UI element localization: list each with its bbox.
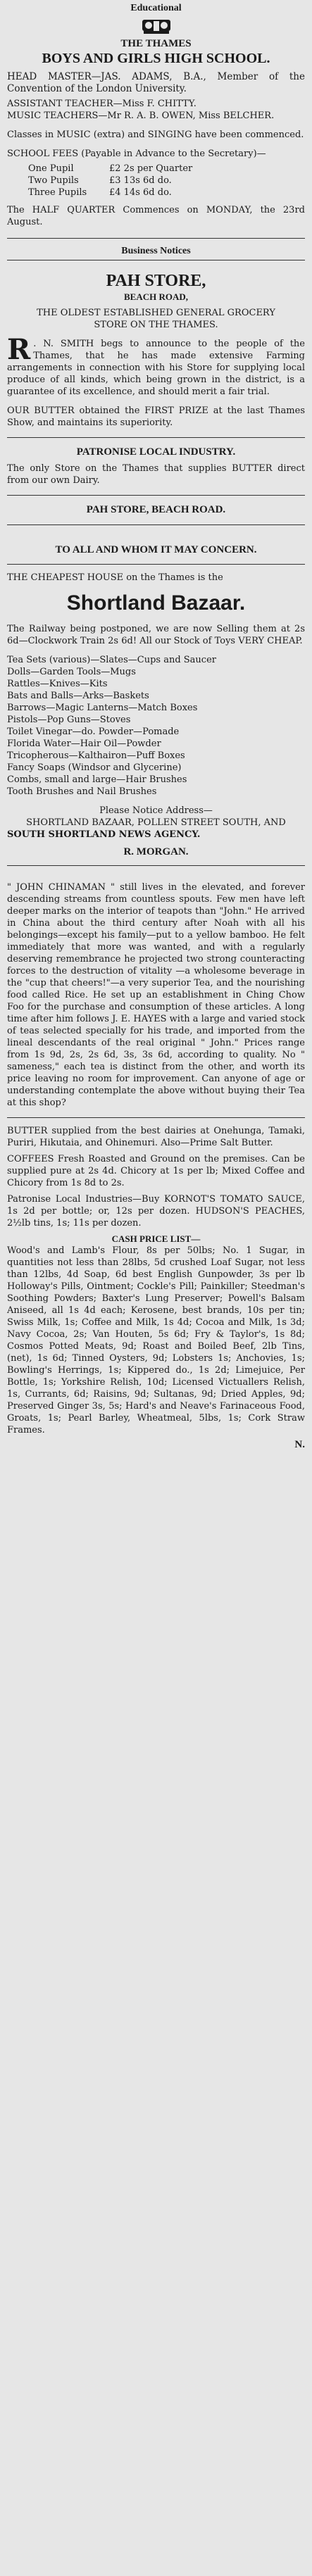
bazaar-title: Shortland Bazaar.: [66, 591, 246, 615]
divider: [7, 865, 305, 866]
pah-store-footer: PAH STORE, BEACH ROAD.: [86, 504, 226, 515]
price-list-body: Wood's and Lamb's Flour, 8s per 50lbs; No. 1 Sugar, in quantities not less than 28lbs, 5d crushed Loaf Sugar, not less than 12lbs, 4d Soap, 6d best English Gunpowder, 3s per lb Holloway's Pills, Ointment; Cockle's Pill; Painkiller; Steedman's Soothing Powders; Baxter's Lung Preserver; Powell's Balsam Aniseed, all 1s 4d each; Kerosene, best brands, 10s per tin; Swiss Milk, 1s; Coffee and Milk, 1s 4d; Cocoa and Milk, 1s 3d; Navy Cocoa, 2s; Van Houten, 5s 6d; Fry & Taylor's, 1s 8d; Cosmos Potted Meats, 9d; Roast and Boiled Beef, 2lb Tins, (net), 1s 6d; Tinned Oysters, 9d; Lobsters 1s; Anchovies, 1s; Bowling's Herrings, 1s; Kippered do., 1s 2d; Limejuice, Per Bottle, 1s; Yorkshire Relish, 10d; Licensed Victuallers Relish, 1s, Currants, 6d; Raisins, 9d; Sultanas, 9d; Dried Apples, 9d; Preserved Ginger 3s, 5s; Hard's and Neave's Farinaceous Food, Groats, 1s; Pearl Barley, Wheatmeal, 5lbs, 1s; Cork Straw Frames.: [7, 1245, 305, 1435]
butter-prize: OUR BUTTER obtained the FIRST PRIZE at the last Thames Show, and maintains its superiority.: [7, 406, 305, 428]
fee-row: Two Pupils £3 13s 6d do.: [28, 175, 172, 186]
fee-row: Three Pupils £4 14s 6d do.: [28, 187, 172, 198]
to-all-heading: TO ALL AND WHOM IT MAY CONCERN.: [55, 544, 257, 555]
pah-store-title: PAH STORE,: [106, 272, 206, 290]
address-line2: SOUTH SHORTLAND NEWS AGENCY.: [7, 829, 201, 840]
fees-table: [7, 163, 305, 199]
divider: [7, 564, 305, 565]
list-item: Combs, small and large—Hair Brushes: [7, 774, 187, 785]
railway-paragraph: The Railway being postponed, we are now Selling them at 2s 6d—Clockwork Train 2s 6d! All our Stock of Toys VERY CHEAP.: [7, 624, 305, 646]
assistant-teacher: ASSISTANT TEACHER—Miss F. CHITTY.: [7, 99, 196, 109]
list-item: Toilet Vinegar—do. Powder—Pomade: [7, 727, 180, 737]
crest-emblem: [140, 17, 173, 35]
list-item: Bats and Balls—Arks—Baskets: [7, 691, 149, 701]
divider: [7, 495, 305, 496]
coffees-paragraph: COFFEES Fresh Roasted and Ground on the premises. Can be supplied pure at 2s 4d. Chicory at 1s per lb; Mixed Coffee and Chicory from 1s 8d to 2s.: [7, 1154, 305, 1188]
divider: [7, 524, 305, 525]
price-list-title: CASH PRICE LIST—: [111, 1233, 201, 1244]
list-item: Tooth Brushes and Nail Brushes: [7, 786, 157, 797]
address-line1: SHORTLAND BAZAAR, POLLEN STREET SOUTH, AND: [26, 817, 286, 828]
patronise-heading: PATRONISE LOCAL INDUSTRY.: [76, 446, 236, 458]
fee-row: One Pupil £2 2s per Quarter: [28, 163, 193, 174]
cheapest-house: THE CHEAPEST HOUSE on the Thames is the: [7, 572, 223, 583]
list-item: Barrows—Magic Lanterns—Match Boxes: [7, 703, 198, 713]
list-item: Florida Water—Hair Oil—Powder: [7, 739, 161, 749]
classes-notice: Classes in MUSIC (extra) and SINGING have been commenced.: [7, 130, 304, 140]
section-title-business: Business Notices: [121, 246, 191, 256]
section-title-educational: Educational: [130, 3, 182, 13]
goods-list: [7, 654, 305, 798]
list-item: Pistols—Pop Guns—Stoves: [7, 715, 131, 725]
drop-cap: R: [7, 333, 31, 366]
school-name-line2: BOYS AND GIRLS HIGH SCHOOL.: [42, 51, 270, 66]
list-item: Rattles—Knives—Kits: [7, 679, 108, 689]
list-item: Fancy Soaps (Windsor and Glycerine): [7, 762, 182, 773]
notice-address: Please Notice Address—: [99, 805, 213, 816]
divider: [7, 238, 305, 239]
fees-title: SCHOOL FEES (Payable in Advance to the Secretary)—: [7, 149, 266, 159]
school-name-line1: THE THAMES: [120, 38, 192, 49]
half-quarter-notice: The HALF QUARTER Commences on MONDAY, the 23rd August.: [7, 205, 305, 227]
divider: [7, 1117, 305, 1118]
butter-supply: BUTTER supplied from the best dairies at Onehunga, Tamaki, Puriri, Hikutaia, and Ohinemuri. Also—Prime Salt Butter.: [7, 1126, 305, 1148]
proprietor-name: R. MORGAN.: [123, 846, 189, 857]
chinaman-paragraph: " JOHN CHINAMAN " still lives in the elevated, and forever descending streams from countless spouts. Few men have left deeper marks on the interior of teapots than "John." He arrived in China about the third century after Noah with all his belongings—except his family—put to a yellow bamboo. He felt immediately that more was wanted, and with a regularly deserving remembrance he projected two strong counteracting forces to the destruction of vitality —a wholesome beverage in the "cup that cheers!"—a very superior Tea, and the nourishing food called Rice. He set up an establishment in Ching Chow Foo for the purchase and consumption of these articles. A long time after him follows J. E. HAYES with a large and varied stock of teas selected specially for his trade, and imported from the lineal descendants of the real original " John." Prices range from 1s 9d, 2s, 2s 6d, 3s, 3s 6d, according to quality. No " sameness," each tea is distinct from the other, and worth its price leaving no room for improvement. Can anyone of age or understanding contemplate the above without buying their Tea at this shop?: [7, 882, 305, 1108]
patronise-local: Patronise Local Industries—Buy KORNOT'S TOMATO SAUCE, 1s 2d per bottle; or, 12s per dozen. HUDSON'S PEACHES, 2½lb tins, 1s; 11s per dozen.: [7, 1194, 305, 1229]
signature: N.: [294, 1439, 305, 1450]
pah-store-paragraph: R . N. SMITH begs to announce to the people of the Thames, that he has made extensive Farming arrangements in connection with his Store for supplying local produce of all kinds, which being grown in the district, is a guarantee of its excellence, and should merit a fair trial.: [7, 333, 305, 397]
music-teachers: MUSIC TEACHERS—Mr R. A. B. OWEN, Miss BELCHER.: [7, 111, 275, 121]
list-item: Tea Sets (various)—Slates—Cups and Saucer: [7, 655, 216, 665]
pah-store-sub: BEACH ROAD,: [123, 291, 188, 302]
head-master: HEAD MASTER—JAS. ADAMS, B.A., Member of the Convention of the London University.: [7, 71, 305, 94]
pah-store-desc: THE OLDEST ESTABLISHED GENERAL GROCERY STORE ON THE THAMES.: [37, 308, 275, 330]
divider: [7, 437, 305, 438]
newspaper-page: [0, 3, 312, 2576]
list-item: Tricopherous—Kalthairon—Puff Boxes: [7, 750, 185, 761]
patronise-paragraph: The only Store on the Thames that supplies BUTTER direct from our own Dairy.: [7, 463, 305, 486]
list-item: Dolls—Garden Tools—Mugs: [7, 667, 136, 677]
